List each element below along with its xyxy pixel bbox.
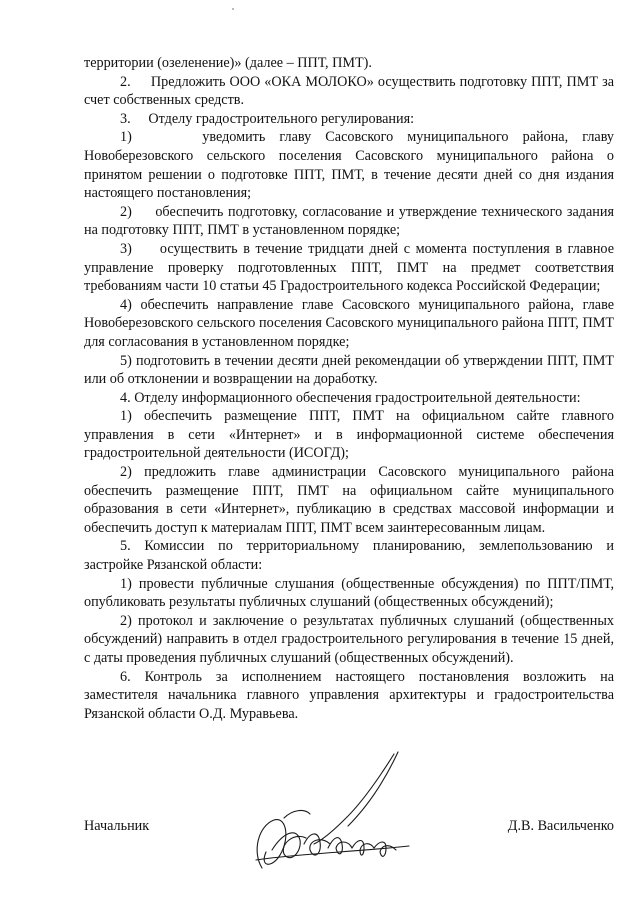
scan-speck bbox=[232, 8, 234, 10]
paragraph: 2) обеспечить подготовку, согласование и утверждение технического задания на подготовку ППТ, ПМТ в установленном порядке; bbox=[84, 203, 614, 239]
paragraph: 6. Контроль за исполнением настоящего постановления возложить на заместителя начальника главного управления архитектуры и градостроительства Рязанской области О.Д. Муравьева. bbox=[84, 668, 614, 722]
paragraph: 3. Отделу градостроительного регулирования: bbox=[120, 110, 415, 127]
paragraph: 1) уведомить главу Сасовского муниципального района, главу Новоберезовского сельского поселения Сасовского муниципального района о принятом решении о подготовке ППТ, ПМТ, в течение десяти дней со дня издания настоящего постановления; bbox=[84, 129, 614, 202]
paragraph: территории (озеленение)» (далее – ППТ, ПМТ). bbox=[84, 55, 372, 71]
document-body bbox=[84, 54, 614, 723]
paragraph: 5) подготовить в течении десяти дней рекомендации об утверждении ППТ, ПМТ или об отклонении и возвращении на доработку. bbox=[84, 352, 614, 388]
paragraph: 2) предложить главе администрации Сасовского муниципального района обеспечить размещение ППТ, ПМТ на официальном сайте муниципального образования в сети «Интернет», публикацию в средствах массовой информации и обеспечить доступ к материалам ППТ, ПМТ всем заинтересованным лицам. bbox=[84, 464, 614, 536]
paragraph: 5. Комиссии по территориальному планированию, землепользованию и застройке Рязанской области: bbox=[84, 538, 614, 574]
paragraph: 4. Отделу информационного обеспечения градостроительной деятельности: bbox=[120, 389, 581, 406]
signer-position: Начальник bbox=[84, 818, 150, 834]
paragraph: 2) протокол и заключение о результатах публичных слушаний (общественных обсуждений) направить в отдел градостроительного регулирования в течение 15 дней, с даты проведения публичных слушаний (общественных обсуждений). bbox=[84, 612, 614, 666]
paragraph: 4) обеспечить направление главе Сасовского муниципального района, главе Новоберезовского сельского поселения Сасовского муниципального района ППТ, ПМТ для согласования в установленном порядке; bbox=[84, 296, 614, 350]
handwritten-signature bbox=[244, 748, 424, 878]
paragraph: 2. Предложить ООО «ОКА МОЛОКО» осуществить подготовку ППТ, ПМТ за счет собственных средств. bbox=[84, 73, 614, 109]
paragraph: 3) осуществить в течение тридцати дней с момента поступления в главное управление проверку подготовленных ППТ, ПМТ на предмет соответствия требованиям части 10 статьи 45 Градостроительного кодекса Российской Федерации; bbox=[84, 240, 614, 295]
signer-name: Д.В. Васильченко bbox=[507, 818, 614, 834]
paragraph: 1) провести публичные слушания (общественные обсуждения) по ППТ/ПМТ, опубликовать результаты публичных слушаний (общественных обсуждений); bbox=[84, 575, 614, 611]
paragraph: 1) обеспечить размещение ППТ, ПМТ на официальном сайте главного управления в сети «Интернет» и в информационной системе обеспечения градостроительной деятельности (ИСОГД); bbox=[84, 408, 614, 462]
